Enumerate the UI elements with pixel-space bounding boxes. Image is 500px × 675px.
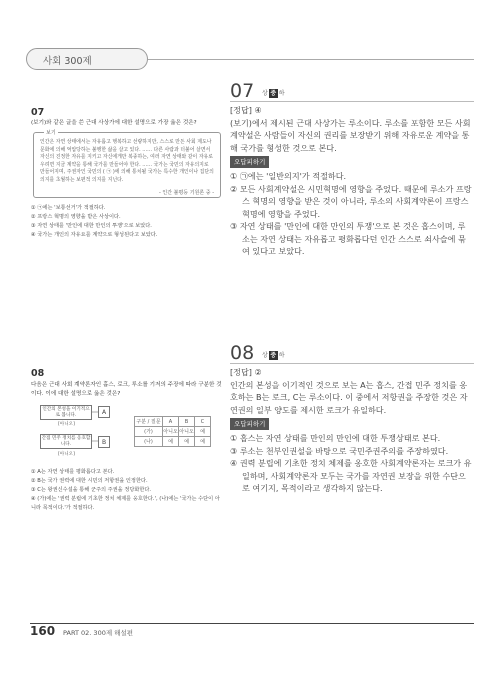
answer-7-body (230, 104, 472, 258)
table-header: B (179, 417, 195, 427)
table-cell: 아니오 (179, 427, 195, 437)
answer-7-rule (230, 101, 474, 102)
table-header: A (163, 417, 179, 427)
choice: ① A는 자연 상태를 평화롭다고 본다. (31, 469, 115, 475)
difficulty-high: 상 (262, 352, 268, 359)
box-source: - 인간 불평등 기원론 중 - (158, 189, 214, 196)
diagram-a: A (98, 406, 110, 418)
difficulty-selected: 중 (270, 352, 277, 359)
answer-8-item: ① 홉스는 자연 상태를 만인의 만인에 대한 투쟁상태로 본다. (230, 433, 441, 444)
box-text: 인간은 자연 상태에서는 자유롭고 행복하고 선량하지만, 스스로 만든 사회 제도나 문화에 의해 억압당하는 불행한 삶을 살고 있다. …… 다른 사람과 더불어 살면서 자신의 진정한 자유를 지키고 자신에게만 복종하는, 여러 자연 상태와 같이 자유로우려면 지금 계약을 통해 국가를 만들어야 한다. …… 국가는 국민의 자유의지로 만들어지며, 주권자인 국민의 ( ㉠ )에 의해 통치될 국가는 특수한 개인이나 집단의 의지를 초월하는 보편적 의지를 지닌다. (40, 139, 214, 183)
choice: ② B는 국가 권력에 대한 시민의 저항권을 인정한다. (31, 478, 148, 485)
choice: ④ (가)에는 '권력 분립에 기초한 정치 체제를 옹호한다.', (나)에는 '국가는 수단이 아니라 목적이다.'가 적절하다. (31, 496, 220, 512)
choice: ④ 국가는 개인의 자유요를 계약으로 형성된다고 보았다. (31, 232, 158, 239)
footer-part: PART 02. 300제 해설편 (63, 629, 134, 637)
table-cell: 아니오 (163, 427, 179, 437)
question-8-choices (31, 468, 223, 513)
diagram-no-1: [아니오] (58, 422, 75, 427)
difficulty-low: 하 (278, 90, 285, 97)
table-cell: 예 (195, 427, 211, 437)
diagram-question-2: 간접 민주 정치를 옹호합니다. (40, 434, 92, 449)
answer-8-body (230, 366, 472, 495)
answer-8-number: 08 (230, 342, 255, 364)
answer-7-item: ③ 자연 상태를 '만인에 대한 만인의 투쟁'으로 본 것은 홉스이며, 루소는 자연 상태는 자유롭고 평화롭다던 인간 스스로 쇠사슬에 묶여 있다고 보았다. (230, 221, 466, 257)
answer-8-key: [정답] ② (230, 367, 262, 377)
choice: ③ 자연 상태를 '만인에 대한 만인의 투쟁'으로 보았다. (31, 223, 152, 230)
choice: ① ㉠에는 '보통선거'가 적절하다. (31, 205, 106, 211)
choice: ② 프랑스 혁명의 영향을 받은 사상이다. (31, 214, 121, 221)
answer-7-tag: 오답피하기 (230, 156, 269, 168)
diagram-question-1: 인간의 본성을 이기적으로 봅니다. (40, 405, 92, 420)
question-8-stem: 다음은 근대 사회 계약론자인 홉스, 로크, 루소를 기저의 주장에 따라 구분한 것이다. 이에 대한 설명으로 옳은 것은? (31, 382, 222, 397)
answer-7-difficulty (262, 88, 285, 98)
answer-7-explanation: (보기)에서 제시된 근대 사상가는 루소이다. 루소를 포함한 모든 사회계약설은 사람들이 자신의 권리를 보장받기 위해 자유로운 계약을 통해 국가를 형성한 것으로 본다. (230, 117, 471, 153)
choice: ③ C는 왕권신수설을 통해 군주의 주권을 정당화한다. (31, 487, 152, 494)
answer-7-item: ① ㉠에는 '일반의지'가 적절하다. (230, 171, 347, 182)
question-7-number: 07 (31, 107, 45, 118)
diagram-b: B (98, 436, 110, 448)
answer-8-tag: 오답피하기 (230, 418, 269, 430)
answer-8-item: ③ 루소는 천부인권설을 바탕으로 국민주권주의를 주장하였다. (230, 445, 449, 456)
chapter-tab (26, 48, 148, 70)
difficulty-selected: 중 (270, 90, 277, 97)
table-cell: (나) (135, 437, 163, 447)
question-8-number: 08 (31, 368, 45, 379)
table-cell: (가) (135, 427, 163, 437)
table-cell: 예 (163, 437, 179, 447)
table-cell: 예 (179, 437, 195, 447)
answer-8-item: ④ 권력 분립에 기초한 정치 체제를 옹호한 사회계약론자는 로크가 유일하며, 사회계약론자 모두는 국가를 자연권 보장을 위한 수단으로 여기지, 목적이라고 생각하지 않는다. (230, 458, 472, 494)
answer-8-explanation: 인간의 본성을 이기적인 것으로 보는 A는 홉스, 간접 민주 정치를 옹호하는 B는 로크, C는 루소이다. 이 중에서 저항권을 주장한 것은 자연권의 일부 양도를 제시한 로크가 유일하다. (230, 379, 468, 415)
question-7-box (33, 132, 221, 198)
table-header: C (195, 417, 211, 427)
difficulty-low: 하 (278, 352, 285, 359)
diagram-arrows (90, 400, 102, 460)
answer-8-difficulty (262, 350, 285, 360)
question-7-stem: (보기)와 같은 글을 쓴 근대 사상가에 대한 설명으로 가장 옳은 것은? (31, 120, 197, 126)
table-header-label: 구분 / 질문 (135, 417, 163, 427)
answer-7-key: [정답] ④ (230, 105, 262, 115)
box-label: 보기 (46, 130, 56, 136)
answer-7-number: 07 (230, 80, 255, 102)
answer-8-rule (230, 363, 474, 364)
chapter-tab-label: 사회 300제 (43, 56, 92, 67)
header-rule (148, 59, 474, 60)
difficulty-high: 상 (262, 90, 268, 97)
table-cell: 예 (195, 437, 211, 447)
footer-rule (30, 623, 474, 624)
answer-7-item: ② 모든 사회계약설은 시민혁명에 영향을 주었다. 때문에 루소가 프랑스 혁명의 영향을 받은 것이 아니라, 루소의 사회계약론이 프랑스 혁명에 영향을 주었다. (230, 183, 472, 219)
page-number: 160 (30, 624, 56, 638)
diagram-no-2: [아니오] (58, 452, 75, 457)
question-7-choices (31, 204, 223, 240)
diagram-table (134, 416, 211, 447)
